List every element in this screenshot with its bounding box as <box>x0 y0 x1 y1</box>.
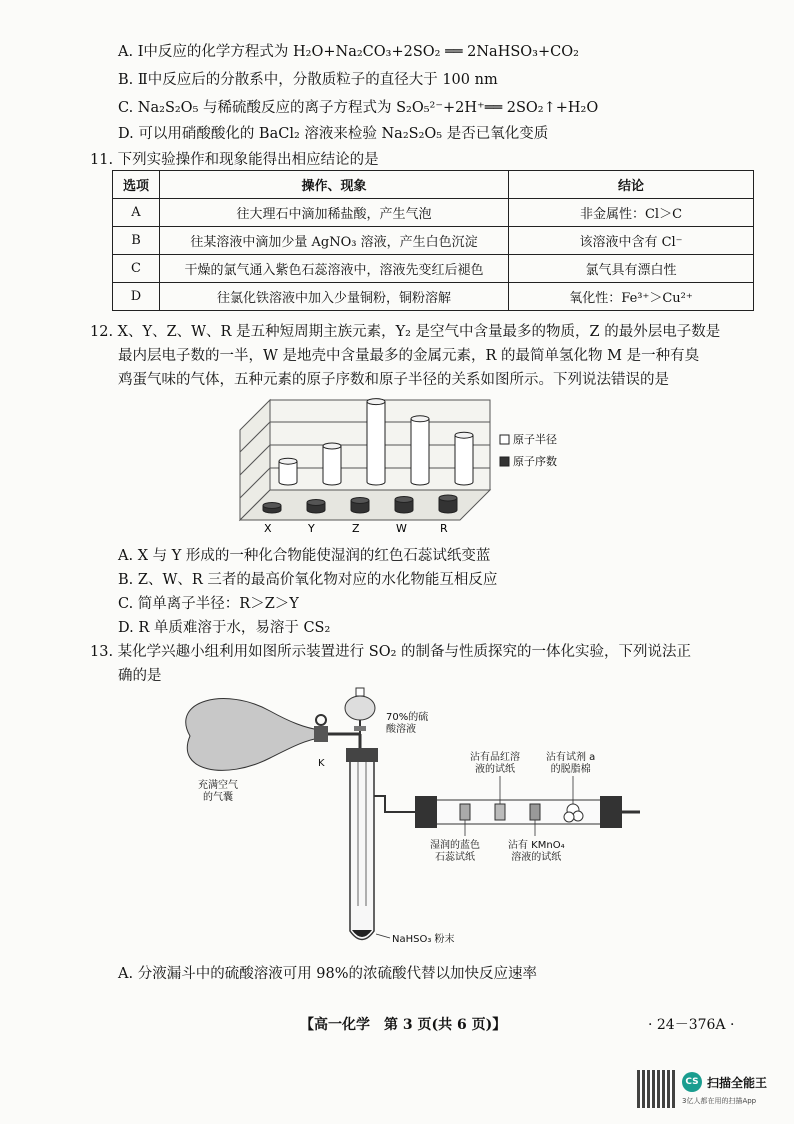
bar-radius-y <box>323 443 341 485</box>
table-cell: D <box>113 283 160 311</box>
paper-code: · 24－376A · <box>648 1017 735 1033</box>
bar-atomic-number-x <box>263 503 281 513</box>
chart-legend <box>500 432 557 468</box>
table-header: 结论 <box>509 171 754 199</box>
q12-bar-chart <box>230 390 610 540</box>
q10-option-d: D. 可以用硝酸酸化的 BaCl₂ 溶液来检验 Na₂S₂O₅ 是否已氧化变质 <box>118 126 549 142</box>
balloon-shape <box>186 699 320 771</box>
table-cell: C <box>113 255 160 283</box>
q12-option-b: B. Z、W、R 三者的最高价氧化物对应的水化物能互相反应 <box>118 572 498 588</box>
rubber-stopper <box>346 748 378 762</box>
page-footer: 【高一化学 第 3 页(共 6 页)】 <box>300 1017 507 1033</box>
bar-radius-z <box>367 399 385 485</box>
kmno4-paper <box>530 804 540 820</box>
label-red-paper: 沾有品红溶 液的试纸 <box>470 752 520 775</box>
q12-stem-line-2: 最内层电子数的一半，W 是地壳中含量最多的金属元素，R 的最简单氢化物 M 是一种有臭 <box>118 348 700 364</box>
scanner-logo-icon: CS <box>682 1072 702 1092</box>
right-stopper <box>600 796 622 828</box>
scanner-app-slogan: 3亿人都在用的扫描App <box>682 1097 757 1105</box>
table-cell: 干燥的氯气通入紫色石蕊溶液中，溶液先变红后褪色 <box>160 255 509 283</box>
category-label: X <box>264 522 272 535</box>
valve-k-icon <box>314 715 328 742</box>
bar-radius-r <box>455 432 473 485</box>
bar-atomic-number-y <box>307 500 325 514</box>
q12-option-a: A. X 与 Y 形成的一种化合物能使湿润的红色石蕊试纸变蓝 <box>118 548 491 564</box>
table-cell: 非金属性：Cl＞C <box>509 199 754 227</box>
table-cell: 氧化性：Fe³⁺＞Cu²⁺ <box>509 283 754 311</box>
table-header-row <box>113 171 754 199</box>
category-label: R <box>440 522 448 535</box>
table-row <box>113 199 754 227</box>
table-cell: A <box>113 199 160 227</box>
legend-label-radius: 原子半径 <box>513 433 557 446</box>
bar-atomic-number-w <box>395 497 413 514</box>
test-tube <box>350 762 374 940</box>
side-arm-tube <box>374 796 420 812</box>
q12-option-d: D. R 单质难溶于水，易溶于 CS₂ <box>118 620 331 636</box>
separatory-funnel-icon <box>345 688 375 748</box>
blue-litmus-paper <box>460 804 470 820</box>
q12-stem-line-3: 鸡蛋气味的气体，五种元素的原子序数和原子半径的关系如图所示。下列说法错误的是 <box>118 372 669 388</box>
bar-radius-w <box>411 416 429 485</box>
magenta-paper <box>495 804 505 820</box>
q10-option-a: A. Ⅰ中反应的化学方程式为 H₂O+Na₂CO₃+2SO₂ ══ 2NaHSO₃+CO₂ <box>118 44 579 60</box>
table-header: 操作、现象 <box>160 171 509 199</box>
category-label: Y <box>308 522 315 535</box>
q13-stem-line-2: 确的是 <box>118 668 162 684</box>
bar-atomic-number-z <box>351 498 369 514</box>
legend-swatch-number <box>500 457 509 466</box>
left-stopper <box>415 796 437 828</box>
table-row <box>113 283 754 311</box>
q11-table <box>112 170 754 311</box>
table-row <box>113 255 754 283</box>
glass-tube <box>420 800 616 824</box>
q13-stem-line-1: 13. 某化学兴趣小组利用如图所示装置进行 SO₂ 的制备与性质探究的一体化实验，下列说法正 <box>90 644 692 660</box>
label-acid: 70%的硫 酸溶液 <box>386 712 429 735</box>
legend-label-number: 原子序数 <box>513 455 557 468</box>
q10-option-b: B. Ⅱ中反应后的分散系中，分散质粒子的直径大于 100 nm <box>118 72 498 88</box>
table-row <box>113 227 754 255</box>
label-powder: NaHSO₃ 粉末 <box>392 934 455 945</box>
scanner-app-name: 扫描全能王 <box>707 1076 768 1090</box>
qr-code-icon <box>637 1070 675 1108</box>
table-cell: B <box>113 227 160 255</box>
q13-option-a: A. 分液漏斗中的硫酸溶液可用 98%的浓硫酸代替以加快反应速率 <box>118 966 538 982</box>
table-cell: 往氯化铁溶液中加入少量铜粉，铜粉溶解 <box>160 283 509 311</box>
q10-option-c: C. Na₂S₂O₅ 与稀硫酸反应的离子方程式为 S₂O₅²⁻+2H⁺══ 2SO₂↑+H₂O <box>118 100 599 116</box>
label-balloon: 充满空气 的气囊 <box>198 780 238 803</box>
table-cell: 往某溶液中滴加少量 AgNO₃ 溶液，产生白色沉淀 <box>160 227 509 255</box>
q11-stem: 11. 下列实验操作和现象能得出相应结论的是 <box>90 152 379 168</box>
bar-atomic-number-r <box>439 495 457 513</box>
q12-option-c: C. 简单离子半径：R＞Z＞Y <box>118 596 299 612</box>
category-label: W <box>396 522 407 535</box>
table-cell: 往大理石中滴加稀盐酸，产生气泡 <box>160 199 509 227</box>
legend-swatch-radius <box>500 435 509 444</box>
category-label: Z <box>352 522 360 535</box>
q12-stem-line-1: 12. X、Y、Z、W、R 是五种短周期主族元素，Y₂ 是空气中含量最多的物质，Z 的最外层电子数是 <box>90 324 721 340</box>
table-cell: 氯气具有漂白性 <box>509 255 754 283</box>
label-cotton: 沾有试剂 a 的脱脂棉 <box>546 752 596 775</box>
table-header: 选项 <box>113 171 160 199</box>
table-cell: 该溶液中含有 Cl⁻ <box>509 227 754 255</box>
label-valve-k: K <box>318 758 325 769</box>
label-blue-paper: 湿润的蓝色 石蕊试纸 <box>430 840 480 863</box>
bar-radius-x <box>279 458 297 485</box>
label-kmno4-paper: 沾有 KMnO₄ 溶液的试纸 <box>508 840 565 863</box>
